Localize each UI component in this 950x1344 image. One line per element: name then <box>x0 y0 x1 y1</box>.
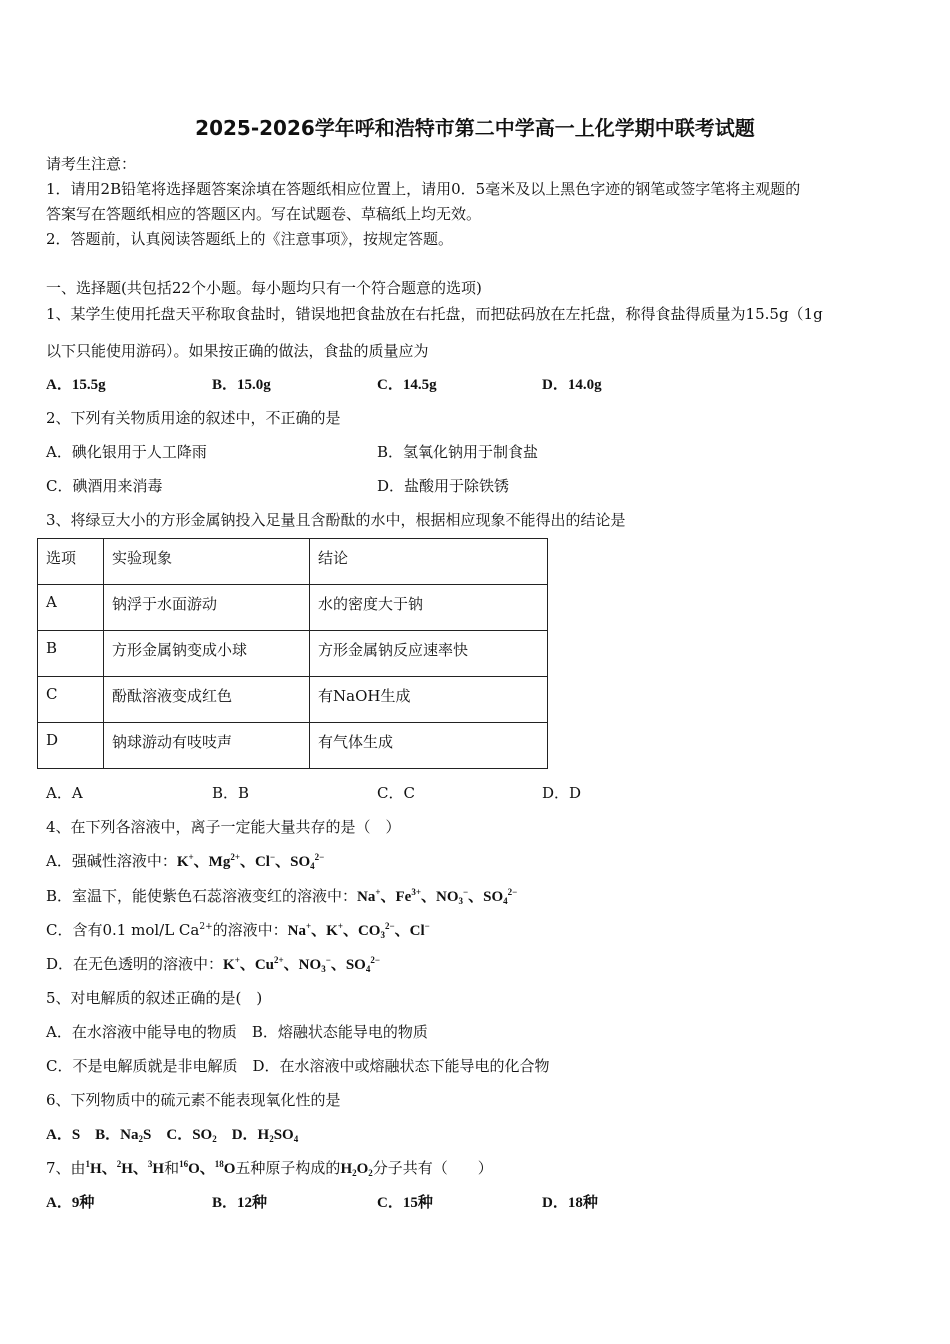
q4-option-c: C．含有0.1 mol/L $Ca^{2+}$的溶液中：Na+、K+、$CO_3^{2-}$、Cl− <box>46 921 430 940</box>
table-header-row <box>38 539 548 585</box>
table-header-cell: 选项 <box>38 539 104 585</box>
q4-option-d-label: D．在无色透明的溶液中： <box>46 955 224 973</box>
page-title: 2025-2026学年呼和浩特市第二中学高一上化学期中联考试题 <box>195 116 755 140</box>
q5-stem: 5、对电解质的叙述正确的是( ) <box>46 989 263 1007</box>
q7-option-d: D．18种 <box>542 1195 598 1211</box>
table-cell: A <box>38 585 104 631</box>
table-cell: 酚酞溶液变成红色 <box>104 677 310 723</box>
q2-option-a: A．碘化银用于人工降雨 <box>46 443 207 461</box>
q7-stem: 7、由$^1$H、$^2$H、$^3$H和$^{16}$O、$^{18}$O五种原子构成的$H_2O_2$分子共有（ ） <box>46 1159 493 1178</box>
q1-stem-b: 以下只能使用游码）。如果按正确的做法，食盐的质量应为 <box>46 342 429 360</box>
table-cell: 水的密度大于钠 <box>310 585 548 631</box>
q4-option-b-label: B．室温下，能使紫色石蕊溶液变红的溶液中： <box>46 887 358 905</box>
q2-option-c: C．碘酒用来消毒 <box>46 477 163 495</box>
q3-option-b: B．B <box>212 784 250 802</box>
q4-option-b: B．室温下，能使紫色石蕊溶液变红的溶液中：Na+、$Fe^{3+}$、$NO_3^-$、$SO_4^{2-}$ <box>46 887 518 906</box>
q1-option-c: C．14.5g <box>377 377 437 393</box>
q6-stem: 6、下列物质中的硫元素不能表现氧化性的是 <box>46 1091 341 1109</box>
q1-option-b: B．15.0g <box>212 377 271 393</box>
q3-option-c: C．C <box>377 784 415 802</box>
notice-heading: 请考生注意： <box>46 155 137 173</box>
q4-option-c-label: C．含有0.1 mol/L Ca <box>46 921 200 939</box>
q7-option-b: B．12种 <box>212 1195 268 1211</box>
q5-options-cd: C．不是电解质就是非电解质 D．在水溶液中或熔融状态下能导电的化合物 <box>46 1057 550 1075</box>
q3-option-a: A．A <box>46 784 83 802</box>
table-cell: D <box>38 723 104 769</box>
q1-stem-a: 1、某学生使用托盘天平称取食盐时，错误地把食盐放在右托盘，而把砝码放在左托盘，称得食盐得质量为15.5g（1g <box>46 305 823 323</box>
q3-option-d: D．D <box>542 784 582 802</box>
q6-options: A．S B．$Na_2S$ C．$SO_2$ D．$H_2SO_4$ <box>46 1127 299 1144</box>
q1-option-a: A．15.5g <box>46 377 106 393</box>
notice-item-2: 2．答题前，认真阅读答题纸上的《注意事项》，按规定答题。 <box>46 230 454 248</box>
q2-option-b: B．氢氧化钠用于制食盐 <box>377 443 539 461</box>
q3-stem: 3、将绿豆大小的方形金属钠投入足量且含酚酞的水中，根据相应现象不能得出的结论是 <box>46 511 626 529</box>
table-cell: B <box>38 631 104 677</box>
q5-options-ab: A．在水溶液中能导电的物质 B．熔融状态能导电的物质 <box>46 1023 428 1041</box>
q4-option-a: A．强碱性溶液中：K+、$Mg^{2+}$、Cl−、$SO_4^{2-}$ <box>46 852 325 871</box>
table-cell: 方形金属钠反应速率快 <box>310 631 548 677</box>
table-row <box>38 631 548 677</box>
q4-option-a-label: A．强碱性溶液中： <box>46 852 177 870</box>
table-cell: C <box>38 677 104 723</box>
q2-stem: 2、下列有关物质用途的叙述中，不正确的是 <box>46 409 341 427</box>
notice-item-1a: 1．请用2B铅笔将选择题答案涂填在答题纸相应位置上，请用0．5毫米及以上黑色字迹的钢笔或签字笔将主观题的 <box>46 180 801 198</box>
table-header-cell: 实验现象 <box>104 539 310 585</box>
q7-option-c: C．15种 <box>377 1195 433 1211</box>
table-cell: 钠浮于水面游动 <box>104 585 310 631</box>
table-cell: 方形金属钠变成小球 <box>104 631 310 677</box>
table-cell: 有气体生成 <box>310 723 548 769</box>
table-row <box>38 585 548 631</box>
table-row <box>38 723 548 769</box>
q1-option-d: D．14.0g <box>542 377 602 393</box>
q7-option-a: A．9种 <box>46 1195 95 1211</box>
notice-item-1b: 答案写在答题纸相应的答题区内。写在试题卷、草稿纸上均无效。 <box>46 205 482 223</box>
q4-option-c-mid: 的溶液中： <box>212 921 288 939</box>
table-row <box>38 677 548 723</box>
experiment-table <box>37 538 548 769</box>
q2-option-d: D．盐酸用于除铁锈 <box>377 477 510 495</box>
table-cell: 钠球游动有吱吱声 <box>104 723 310 769</box>
table-cell: 有NaOH生成 <box>310 677 548 723</box>
q4-option-d: D．在无色透明的溶液中：K+、$Cu^{2+}$、$NO_3^-$、$SO_4^{2-}$ <box>46 955 380 974</box>
section-heading: 一、选择题(共包括22个小题。每小题均只有一个符合题意的选项) <box>46 279 482 297</box>
q4-stem: 4、在下列各溶液中，离子一定能大量共存的是（ ） <box>46 818 401 836</box>
table-header-cell: 结论 <box>310 539 548 585</box>
